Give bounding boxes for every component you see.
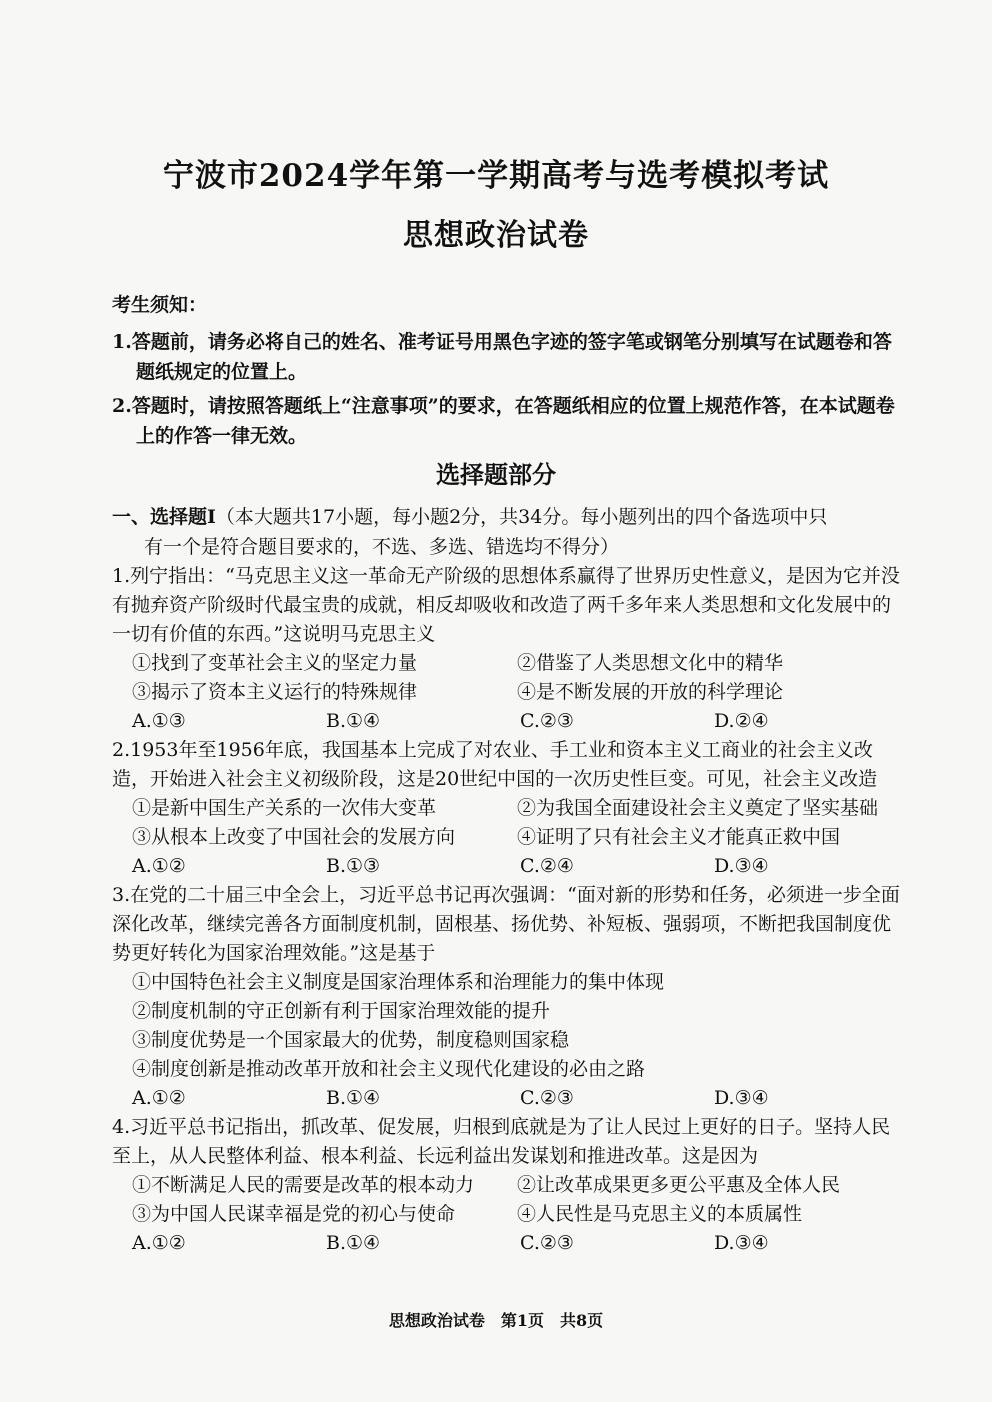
notice-heading: 考生须知： bbox=[112, 294, 208, 316]
option-item: ④证明了只有社会主义才能真正救中国 bbox=[517, 826, 841, 848]
question-stem: 4.习近平总书记指出，抓改革、促发展，归根到底就是为了让人民过上更好的日子。坚持人民至上，从人民整体利益、根本利益、长远利益出发谋划和推进改革。这是因为 bbox=[112, 1116, 891, 1167]
question-options bbox=[112, 649, 902, 707]
choice-b: B.①④ bbox=[326, 710, 381, 732]
choice-b: B.①④ bbox=[326, 1232, 381, 1254]
option-item: ①找到了变革社会主义的坚定力量 bbox=[132, 652, 418, 674]
part-label: 一、选择题Ⅰ bbox=[112, 506, 216, 528]
choice-a: A.①② bbox=[132, 1087, 186, 1109]
question-4 bbox=[112, 1113, 902, 1258]
exam-title: 宁波市2024学年第一学期高考与选考模拟考试 bbox=[162, 158, 830, 194]
choice-c: C.②④ bbox=[520, 855, 574, 877]
question-2 bbox=[112, 736, 902, 881]
part-desc-line1: （本大题共17小题，每小题2分，共34分。每小题列出的四个备选项中只 bbox=[215, 506, 828, 528]
option-item: ③揭示了资本主义运行的特殊规律 bbox=[132, 681, 418, 703]
question-stem: 3.在党的二十届三中全会上，习近平总书记再次强调：“面对新的形势和任务，必须进一步全面深化改革，继续完善各方面制度机制，固根基、扬优势、补短板、强弱项，不断把我国制度优势更好转化为国家治理效能。”这是基于 bbox=[112, 884, 900, 964]
option-item: ①是新中国生产关系的一次伟大变革 bbox=[132, 797, 437, 819]
part-desc-line2: 有一个是符合题目要求的，不选、多选、错选均不得分） bbox=[144, 536, 620, 558]
choice-d: D.③④ bbox=[714, 1232, 769, 1254]
option-item: ④是不断发展的开放的科学理论 bbox=[517, 681, 784, 703]
option-item: ②为我国全面建设社会主义奠定了坚实基础 bbox=[517, 797, 879, 819]
option-item: ③制度优势是一个国家最大的优势，制度稳则国家稳 bbox=[132, 1029, 570, 1051]
question-stem: 1.列宁指出：“马克思主义这一革命无产阶级的思想体系赢得了世界历史性意义，是因为它并没有抛弃资产阶级时代最宝贵的成就，相反却吸收和改造了两千多年来人类思想和文化发展中的一切有价值的东西。”这说明马克思主义 bbox=[112, 565, 900, 645]
option-item: ②借鉴了人类思想文化中的精华 bbox=[517, 652, 784, 674]
option-item: ③从根本上改变了中国社会的发展方向 bbox=[132, 826, 456, 848]
choice-a: A.①③ bbox=[132, 710, 186, 732]
exam-subtitle: 思想政治试卷 bbox=[403, 218, 589, 253]
question-stem: 2.1953年至1956年底，我国基本上完成了对农业、手工业和资本主义工商业的社会主义改造，开始进入社会主义初级阶段，这是20世纪中国的一次历史性巨变。可见，社会主义改造 bbox=[112, 739, 878, 790]
option-item: ④制度创新是推动改革开放和社会主义现代化建设的必由之路 bbox=[132, 1058, 646, 1080]
option-item: ②制度机制的守正创新有利于国家治理效能的提升 bbox=[132, 1000, 551, 1022]
section-title: 选择题部分 bbox=[436, 460, 556, 489]
answer-choices bbox=[112, 1084, 902, 1113]
question-list bbox=[112, 562, 902, 1258]
question-1 bbox=[112, 562, 902, 736]
choice-b: B.①③ bbox=[326, 855, 381, 877]
question-options bbox=[112, 1171, 902, 1229]
option-item: ③为中国人民谋幸福是党的初心与使命 bbox=[132, 1203, 456, 1225]
option-item: ①不断满足人民的需要是改革的根本动力 bbox=[132, 1174, 475, 1196]
choice-c: C.②③ bbox=[520, 1087, 574, 1109]
answer-choices bbox=[112, 1229, 902, 1258]
answer-choices bbox=[112, 852, 902, 881]
choice-d: D.③④ bbox=[714, 855, 769, 877]
option-item: ②让改革成果更多更公平惠及全体人民 bbox=[517, 1174, 841, 1196]
page-footer: 思想政治试卷 第1页 共8页 bbox=[388, 1311, 604, 1330]
choice-d: D.②④ bbox=[714, 710, 769, 732]
notice-item-1: 1.答题前，请务必将自己的姓名、准考证号用黑色字迹的签字笔或钢笔分别填写在试题卷和答题纸规定的位置上。 bbox=[112, 331, 892, 383]
choice-a: A.①② bbox=[132, 855, 186, 877]
candidate-notice bbox=[112, 290, 902, 455]
option-item: ④人民性是马克思主义的本质属性 bbox=[517, 1203, 803, 1225]
choice-d: D.③④ bbox=[714, 1087, 769, 1109]
option-item: ①中国特色社会主义制度是国家治理体系和治理能力的集中体现 bbox=[132, 971, 665, 993]
answer-choices bbox=[112, 707, 902, 736]
question-3 bbox=[112, 881, 902, 1113]
choice-b: B.①④ bbox=[326, 1087, 381, 1109]
choice-c: C.②③ bbox=[520, 1232, 574, 1254]
question-options bbox=[112, 794, 902, 852]
choice-a: A.①② bbox=[132, 1232, 186, 1254]
part-heading bbox=[112, 502, 902, 562]
notice-item-2: 2.答题时，请按照答题纸上“注意事项”的要求，在答题纸相应的位置上规范作答，在本试题卷上的作答一律无效。 bbox=[112, 395, 895, 447]
choice-c: C.②③ bbox=[520, 710, 574, 732]
